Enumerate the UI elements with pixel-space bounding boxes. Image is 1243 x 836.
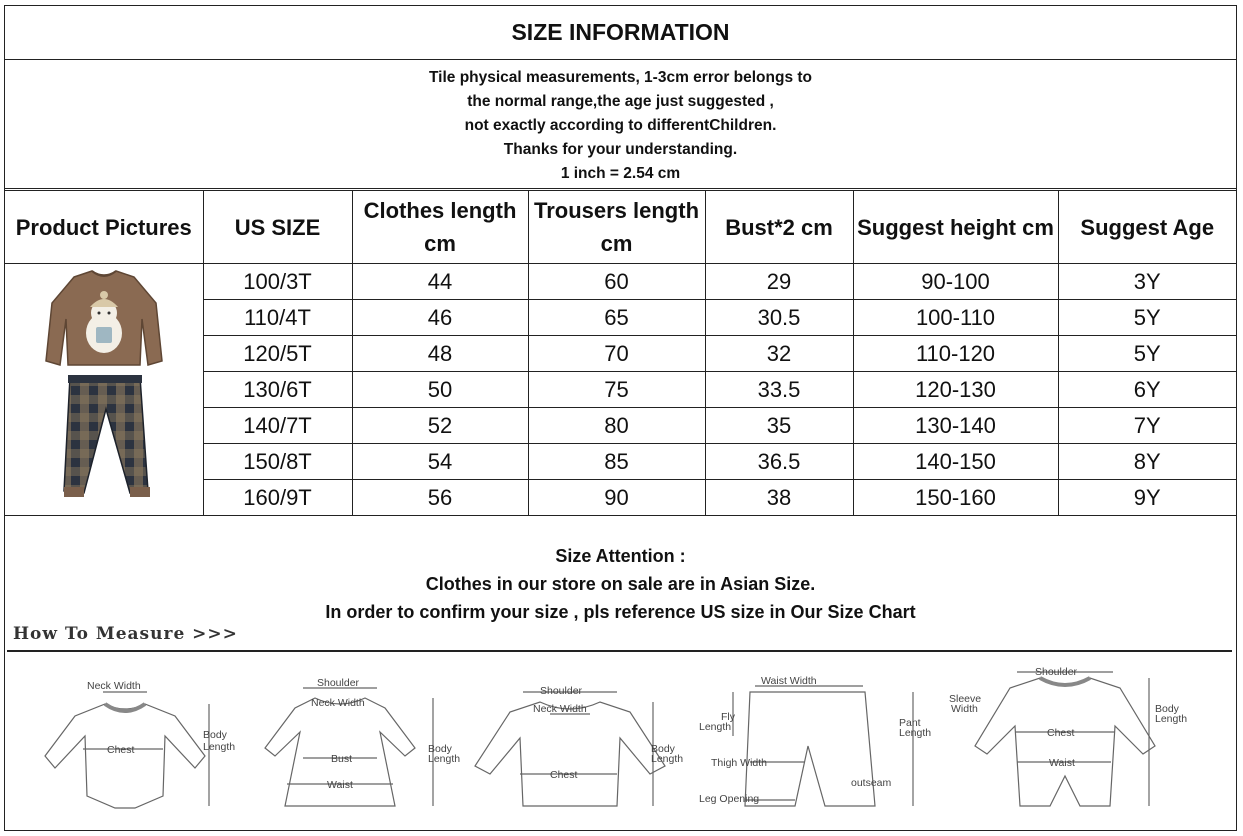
cell-clothes-length: 50 [352, 372, 528, 408]
note-line: 1 inch = 2.54 cm [560, 165, 681, 182]
attention-line: In order to confirm your size , pls reference US size in Our Size Chart [325, 602, 916, 622]
size-table [5, 190, 1236, 516]
cell-bust: 32 [705, 336, 853, 372]
cell-trousers-length: 90 [528, 480, 705, 516]
cell-us-size: 140/7T [203, 408, 352, 444]
label-length: Length [428, 753, 461, 765]
cell-clothes-length: 52 [352, 408, 528, 444]
cell-bust: 30.5 [705, 300, 853, 336]
label-chest: Chest [550, 769, 578, 781]
measurement-note [5, 60, 1236, 189]
pajama-set-image [44, 269, 164, 505]
cell-clothes-length: 54 [352, 444, 528, 480]
label-waist: Waist [1049, 757, 1075, 769]
label-sleeve: Sleeve [949, 693, 982, 705]
header-us-size: US SIZE [203, 191, 352, 264]
header-clothes-length: Clothes length cm [352, 191, 528, 264]
label-neck-width: Neck Width [87, 680, 141, 692]
attention-line: Size Attention : [555, 546, 686, 566]
cell-trousers-length: 65 [528, 300, 705, 336]
label-fly: Fly [721, 711, 735, 723]
label-length: Length [899, 727, 932, 739]
cell-us-size: 110/4T [203, 300, 352, 336]
cell-trousers-length: 60 [528, 264, 705, 300]
header-trousers-length: Trousers length cm [528, 191, 705, 264]
cell-us-size: 100/3T [203, 264, 352, 300]
cell-suggest-age: 8Y [1058, 444, 1236, 480]
cell-clothes-length: 56 [352, 480, 528, 516]
cell-suggest-age: 6Y [1058, 372, 1236, 408]
size-attention [5, 515, 1236, 625]
cell-suggest-age: 5Y [1058, 300, 1236, 336]
size-chart-sheet [4, 5, 1237, 831]
cell-trousers-length: 75 [528, 372, 705, 408]
cell-suggest-height: 110-120 [853, 336, 1058, 372]
table-row [5, 264, 1236, 300]
cell-trousers-length: 80 [528, 408, 705, 444]
product-picture [5, 264, 203, 516]
header-suggest-height: Suggest height cm [853, 191, 1058, 264]
label-bust: Bust [331, 753, 353, 765]
bodysuit-outline [45, 704, 205, 808]
cell-trousers-length: 70 [528, 336, 705, 372]
cell-suggest-height: 140-150 [853, 444, 1058, 480]
measure-diagram-svg [5, 656, 1236, 828]
cell-suggest-height: 120-130 [853, 372, 1058, 408]
label-body: Body [203, 729, 227, 741]
label-leg-opening: Leg Opening [699, 793, 760, 805]
label-width: Width [951, 703, 978, 715]
cell-suggest-height: 150-160 [853, 480, 1058, 516]
cell-bust: 38 [705, 480, 853, 516]
label-shoulder: Shoulder [1035, 666, 1078, 678]
label-shoulder: Shoulder [317, 677, 360, 689]
cell-trousers-length: 85 [528, 444, 705, 480]
page-title: SIZE INFORMATION [5, 6, 1236, 60]
label-length: Length [1155, 713, 1188, 725]
divider [7, 650, 1232, 652]
label-shoulder: Shoulder [540, 685, 583, 697]
label-body: Body [651, 743, 675, 755]
cell-us-size: 120/5T [203, 336, 352, 372]
label-waist: Waist [327, 779, 353, 791]
header-suggest-age: Suggest Age [1058, 191, 1236, 264]
label-length: Length [203, 741, 236, 753]
cell-us-size: 160/9T [203, 480, 352, 516]
label-length: Length [699, 721, 732, 733]
label-body: Body [428, 743, 452, 755]
note-line: not exactly according to differentChildren. [464, 117, 777, 134]
table-header-row [5, 191, 1236, 264]
cell-suggest-age: 5Y [1058, 336, 1236, 372]
cell-suggest-age: 7Y [1058, 408, 1236, 444]
cell-suggest-height: 100-110 [853, 300, 1058, 336]
label-chest: Chest [1047, 727, 1075, 739]
note-line: Tile physical measurements, 1-3cm error belongs to [428, 69, 813, 86]
note-line: the normal range,the age just suggested , [467, 93, 774, 110]
label-body: Body [1155, 703, 1179, 715]
cell-bust: 33.5 [705, 372, 853, 408]
label-length: Length [651, 753, 684, 765]
label-thigh-width: Thigh Width [711, 757, 768, 769]
cell-clothes-length: 48 [352, 336, 528, 372]
cell-bust: 35 [705, 408, 853, 444]
cell-clothes-length: 46 [352, 300, 528, 336]
how-to-measure-heading: How To Measure >>> [13, 624, 238, 644]
note-line: Thanks for your understanding. [503, 141, 738, 158]
label-neck-width: Neck Width [533, 703, 587, 715]
cell-us-size: 130/6T [203, 372, 352, 408]
cell-suggest-height: 90-100 [853, 264, 1058, 300]
cell-bust: 29 [705, 264, 853, 300]
cell-suggest-age: 3Y [1058, 264, 1236, 300]
shirt-outline [475, 702, 665, 806]
cell-us-size: 150/8T [203, 444, 352, 480]
label-pant: Pant [899, 717, 921, 729]
cell-clothes-length: 44 [352, 264, 528, 300]
cell-bust: 36.5 [705, 444, 853, 480]
measure-diagrams [5, 656, 1236, 828]
cell-suggest-height: 130-140 [853, 408, 1058, 444]
label-chest: Chest [107, 744, 135, 756]
header-bust: Bust*2 cm [705, 191, 853, 264]
attention-line: Clothes in our store on sale are in Asian Size. [425, 574, 816, 594]
romper-outline [975, 678, 1155, 806]
cell-suggest-age: 9Y [1058, 480, 1236, 516]
header-product-pictures: Product Pictures [5, 191, 203, 264]
label-waist-width: Waist Width [761, 675, 817, 687]
label-neck-width: Neck Width [311, 697, 365, 709]
label-outseam: outseam [851, 777, 892, 789]
